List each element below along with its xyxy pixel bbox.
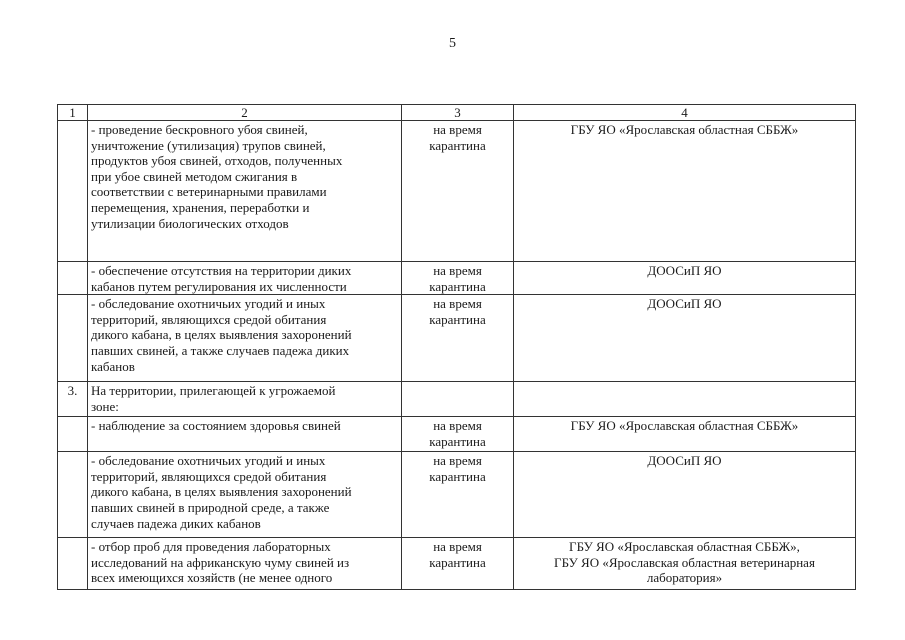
period-line: на время [433, 539, 482, 555]
period-line: на время [433, 296, 482, 312]
responsible-cell [514, 295, 856, 382]
responsible-line: ДООСиП ЯО [647, 263, 722, 278]
responsible-cell [514, 452, 856, 538]
measure-text-line: дикого кабана, в целях выявления захоронений [91, 484, 352, 500]
measure-text-line: перемещения, хранения, переработки и [91, 199, 310, 215]
row-number-cell [58, 262, 88, 295]
row-number-cell [58, 452, 88, 538]
section-heading-line: зоне: [91, 398, 119, 414]
responsible-line: лаборатория» [646, 570, 723, 586]
section-heading-cell [88, 382, 402, 417]
measure-text-cell [88, 295, 402, 382]
period-cell [402, 121, 514, 262]
row-number-cell [58, 538, 88, 590]
measure-text-line: - отбор проб для проведения лабораторных [91, 539, 331, 555]
table-row [58, 417, 856, 452]
measure-text-line: исследований на африканскую чуму свиней из [91, 554, 350, 570]
period-line: на время [433, 453, 482, 469]
measure-text-line: соответствии с ветеринарными правилами [91, 184, 327, 200]
measure-text-line: - обследование охотничьих угодий и иных [91, 453, 326, 469]
table-row [58, 382, 856, 417]
header-cell-1: 1 [58, 105, 88, 121]
measure-text-cell [88, 121, 402, 262]
responsible-line: ГБУ ЯО «Ярославская областная СББЖ» [570, 418, 799, 434]
table-row [58, 452, 856, 538]
period-cell [402, 262, 514, 295]
table-row [58, 262, 856, 295]
measure-text-line: - наблюдение за состоянием здоровья свиней [91, 418, 341, 434]
responsible-cell [514, 538, 856, 590]
period-line: на время [433, 418, 482, 434]
measure-text-line: - обеспечение отсутствия на территории диких [91, 263, 352, 278]
measures-table [57, 104, 856, 590]
header-cell-2: 2 [88, 105, 402, 121]
measure-text-line: павших свиней, а также случаев падежа диких [91, 342, 350, 358]
period-line: карантина [429, 554, 486, 570]
period-line: на время [433, 263, 482, 278]
responsible-cell [514, 121, 856, 262]
table-row [58, 295, 856, 382]
header-cell-3: 3 [402, 105, 514, 121]
measure-text-line: утилизации биологических отходов [91, 215, 289, 231]
measure-text-line: - обследование охотничьих угодий и иных [91, 296, 326, 312]
row-number-cell [58, 295, 88, 382]
header-cell-4: 4 [514, 105, 856, 121]
measure-text-line: при убое свиней методом сжигания в [91, 168, 298, 184]
responsible-line: ДООСиП ЯО [647, 453, 722, 469]
measure-text-line: продуктов убоя свиней, отходов, полученных [91, 153, 343, 169]
responsible-cell [514, 262, 856, 295]
measure-text-line: случаев падежа диких кабанов [91, 515, 261, 531]
measure-text-line: кабанов путем регулирования их численности [91, 278, 347, 294]
responsible-line: ГБУ ЯО «Ярославская областная СББЖ» [570, 122, 799, 137]
row-number-cell [58, 417, 88, 452]
period-line: карантина [429, 468, 486, 484]
measure-text-line: территорий, являющихся средой обитания [91, 311, 327, 327]
row-number-cell [58, 121, 88, 262]
table-row [58, 538, 856, 590]
period-line: карантина [429, 311, 486, 327]
measure-text-line: территорий, являющихся средой обитания [91, 468, 327, 484]
measure-text-line: кабанов [91, 358, 135, 374]
measure-text-line: дикого кабана, в целях выявления захоронений [91, 327, 352, 343]
responsible-line: ГБУ ЯО «Ярославская областная ветеринарная [554, 554, 815, 570]
period-cell [402, 452, 514, 538]
period-line: на время [433, 122, 482, 137]
responsible-line: ГБУ ЯО «Ярославская областная СББЖ», [569, 539, 800, 555]
measure-text-cell [88, 452, 402, 538]
section-heading-line: На территории, прилегающей к угрожаемой [91, 383, 336, 399]
responsible-cell [514, 382, 856, 417]
measure-text-line: павших свиней в природной среде, а также [91, 499, 330, 515]
period-line: карантина [429, 433, 486, 449]
table-header-row [58, 105, 856, 121]
period-cell [402, 295, 514, 382]
responsible-cell [514, 417, 856, 452]
period-line: карантина [429, 137, 486, 153]
measure-text-cell [88, 417, 402, 452]
responsible-line: ДООСиП ЯО [647, 296, 722, 312]
measure-text-line: всех имеющихся хозяйств (не менее одного [91, 570, 333, 586]
measure-text-line: уничтожение (утилизация) трупов свиней, [91, 137, 326, 153]
measure-text-cell [88, 262, 402, 295]
page-number: 5 [449, 36, 456, 51]
period-line: карантина [429, 278, 486, 294]
measure-text-line: - проведение бескровного убоя свиней, [91, 122, 308, 137]
table-row [58, 121, 856, 262]
period-cell [402, 417, 514, 452]
row-number-cell: 3. [58, 382, 88, 417]
period-cell [402, 538, 514, 590]
period-cell [402, 382, 514, 417]
measure-text-cell [88, 538, 402, 590]
